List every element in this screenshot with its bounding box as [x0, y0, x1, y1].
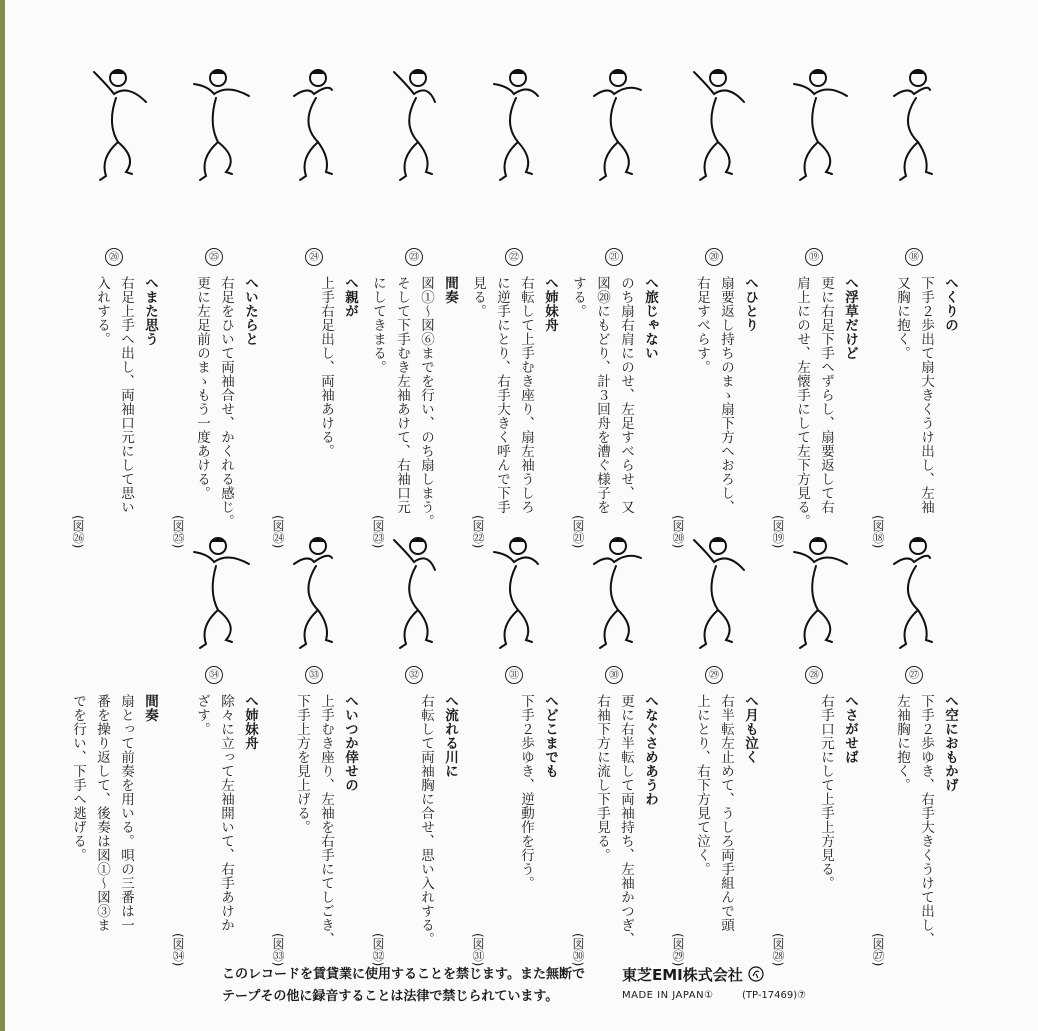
figure-number: ㉞	[205, 666, 223, 684]
figure-number: ㉝	[305, 666, 323, 684]
lyric-cue: 間奏	[442, 276, 458, 304]
footer	[222, 964, 822, 1014]
dance-figures-row-2	[84, 526, 964, 666]
instruction-text	[166, 694, 262, 962]
figure-number: ⑲	[805, 248, 823, 266]
figure-reference: (図㉑)	[571, 514, 585, 548]
figure-number: ㉚	[605, 666, 623, 684]
instruction-line: のち扇右肩にのせ、左足すべらせ、又	[618, 276, 634, 514]
lyric-cue: へさがせば	[842, 694, 858, 764]
figure-25-icon	[194, 70, 249, 180]
instruction-text	[866, 694, 962, 962]
figure-21-icon	[594, 70, 641, 180]
figure-28-icon	[794, 538, 847, 648]
instruction-text	[766, 276, 862, 544]
figure-number: ㉓	[405, 248, 423, 266]
figure-number: ㉛	[505, 666, 523, 684]
instruction-column	[766, 248, 862, 548]
figure-19-icon	[794, 70, 847, 180]
instruction-line: 見る。	[470, 276, 486, 318]
instruction-column	[366, 248, 462, 548]
instruction-column	[566, 666, 662, 966]
figure-number: ㉕	[205, 248, 223, 266]
figure-reference: (図㉜)	[371, 932, 385, 966]
instruction-line: 図①～図⑥までを行い、のち扇しまう。	[418, 276, 434, 528]
notice-line-2: テープその他に録音することは法律で禁じられています。	[222, 989, 559, 1004]
instruction-line: 更に右半転して両袖持ち、左袖かつぎ、	[618, 694, 634, 946]
figure-27-icon	[894, 538, 932, 648]
lyric-cue: へひとり	[742, 276, 758, 332]
instruction-column	[866, 666, 962, 966]
figure-reference: (図㉚)	[571, 932, 585, 966]
figure-26-icon	[94, 70, 146, 180]
figure-33-icon	[294, 538, 332, 648]
instruction-line: 又胸に抱く。	[894, 276, 910, 360]
instruction-line: 扇要返し持ちのまゝ扇下方へおろし、	[718, 276, 734, 514]
instruction-column	[466, 666, 562, 966]
instruction-text	[266, 276, 362, 544]
made-in-japan: MADE IN JAPAN①	[622, 990, 714, 1001]
instruction-line: 上にとり、右下方見て泣く。	[694, 694, 710, 876]
instruction-column	[166, 248, 262, 548]
figure-18-icon	[894, 70, 932, 180]
figure-number: ㉖	[105, 248, 123, 266]
figure-number: ⑱	[905, 248, 923, 266]
instruction-line: 図⑳にもどり、計３回舟を漕ぐ様子を	[594, 276, 610, 514]
figure-reference: (図㉗)	[871, 932, 885, 966]
instruction-line: 右足をひいて両袖合せ、かくれる感じ。	[218, 276, 234, 528]
instruction-line: 更に右足下手へずらし、扇要返して右	[818, 276, 834, 514]
green-edge-strip	[0, 0, 5, 1031]
lyric-cue: へ月も泣く	[742, 694, 758, 764]
lyric-cue: へ旅じゃない	[642, 276, 658, 360]
instruction-line: 右転して上手むき座り、扇左袖うしろ	[518, 276, 534, 514]
instruction-column	[66, 666, 162, 966]
instruction-line: 右半転左止めて、うしろ両手組んで頭	[718, 694, 734, 932]
lyric-cue: へなぐさめあうわ	[642, 694, 658, 806]
instruction-column	[266, 248, 362, 548]
instruction-text	[666, 694, 762, 962]
instruction-column	[566, 248, 662, 548]
instruction-text	[466, 276, 562, 544]
instruction-line: 下手２歩出て扇大きくうけ出し、左袖	[918, 276, 934, 514]
record-logo-icon	[748, 966, 764, 982]
instruction-text	[66, 276, 162, 544]
instruction-line: 左袖胸に抱く。	[894, 694, 910, 792]
instruction-line: 入れする。	[94, 276, 110, 346]
lyric-cue: へ空におもかげ	[942, 694, 958, 792]
figure-reference: (図㉘)	[771, 932, 785, 966]
instruction-column	[266, 666, 362, 966]
lyric-cue: へ姉妹舟	[542, 276, 558, 332]
instruction-line: にしてきまる。	[370, 276, 386, 374]
figure-number: ㉜	[405, 666, 423, 684]
figure-reference: (図⑱)	[871, 514, 885, 548]
instruction-line: 肩上にのせ、左懐手にして左下方見る。	[794, 276, 810, 528]
figure-number: ㉙	[705, 666, 723, 684]
figure-32-icon	[394, 538, 435, 648]
instruction-text	[366, 694, 462, 962]
figure-reference: (図㉓)	[371, 514, 385, 548]
lyric-cue: へ浮草だけど	[842, 276, 858, 360]
instruction-line: 右袖下方に流し下手見る。	[594, 694, 610, 862]
instruction-line: 下手上方を見上げる。	[294, 694, 310, 834]
instruction-text	[266, 694, 362, 962]
figure-23-icon	[394, 70, 435, 180]
instruction-line: 下手２歩ゆき、右手大きくうけて出し、	[918, 694, 934, 946]
instruction-line: 更に左足前のまゝもう一度あける。	[194, 276, 210, 500]
instruction-text	[766, 694, 862, 962]
figure-30-icon	[594, 538, 641, 648]
figure-reference: (図㉔)	[271, 514, 285, 548]
figure-number: ㉗	[905, 666, 923, 684]
figure-31-icon	[494, 538, 538, 648]
lyric-cue: へまた思う	[142, 276, 158, 346]
instruction-line: に逆手にとり、右手大きく呼んで下手	[494, 276, 510, 514]
figure-number: ⑳	[705, 248, 723, 266]
copyright-notice	[222, 964, 602, 1008]
instruction-column	[366, 666, 462, 966]
instruction-line: 扇とって前奏を用いる。唄の三番は一	[118, 694, 134, 932]
figure-reference: (図㉝)	[271, 932, 285, 966]
figure-24-icon	[294, 70, 332, 180]
instruction-column	[166, 666, 262, 966]
figure-reference: (図㉒)	[471, 514, 485, 548]
figure-22-icon	[494, 70, 538, 180]
dance-figures-row-1	[84, 58, 964, 198]
instruction-line: 上手右足出し、両袖あける。	[318, 276, 334, 458]
instruction-column	[666, 248, 762, 548]
catalog-number: (TP-17469)⑦	[742, 990, 807, 1001]
lyric-cue: へ流れる川に	[442, 694, 458, 778]
lyric-cue: へいたらと	[242, 276, 258, 346]
figure-34-icon	[194, 538, 249, 648]
instruction-line: 除々に立って左袖開いて、右手あけか	[218, 694, 234, 932]
instruction-line: 右転して両袖胸に合せ、思い入れする。	[418, 694, 434, 946]
figure-reference: (図㉞)	[171, 932, 185, 966]
figure-number: ㉔	[305, 248, 323, 266]
figure-reference: (図⑲)	[771, 514, 785, 548]
instruction-line: 右足すべらす。	[694, 276, 710, 374]
instruction-line: ざす。	[194, 694, 210, 736]
figure-reference: (図㉕)	[171, 514, 185, 548]
notice-line-1: このレコードを賃貸業に使用することを禁じます。また無断で	[222, 967, 585, 982]
instruction-column	[466, 248, 562, 548]
lyric-cue: へどこまでも	[542, 694, 558, 778]
instruction-text	[566, 276, 662, 544]
instruction-column	[766, 666, 862, 966]
instruction-line: そして下手むき左袖あけて、右袖口元	[394, 276, 410, 514]
figure-reference: (図⑳)	[671, 514, 685, 548]
instruction-text	[66, 694, 162, 962]
instruction-line: 下手２歩ゆき、逆動作を行う。	[518, 694, 534, 890]
lyric-cue: へ姉妹舟	[242, 694, 258, 750]
lyric-cue: へいつか倖せの	[342, 694, 358, 792]
instruction-line: 上手むき座り、左袖を右手にてしごき、	[318, 694, 334, 946]
figure-number: ㉘	[805, 666, 823, 684]
instruction-line: 右足上手へ出し、両袖口元にして思い	[118, 276, 134, 514]
figure-reference: (図㉛)	[471, 932, 485, 966]
instruction-column	[666, 666, 762, 966]
figure-number: ㉒	[505, 248, 523, 266]
instruction-text	[366, 276, 462, 544]
instruction-line: 番を操り返して、後奏は図①～図③ま	[94, 694, 110, 932]
instruction-line: でを行い、下手へ逃げる。	[70, 694, 86, 862]
instruction-column	[66, 248, 162, 548]
instruction-text	[566, 694, 662, 962]
instruction-text	[466, 694, 562, 962]
instruction-text	[666, 276, 762, 544]
instruction-line: する。	[570, 276, 586, 318]
instruction-column	[866, 248, 962, 548]
lyric-cue: へ親が	[342, 276, 358, 318]
company-name: 東芝EMI株式会社	[622, 964, 764, 985]
figure-number: ㉑	[605, 248, 623, 266]
lyric-cue: へくりの	[942, 276, 958, 332]
instruction-text	[166, 276, 262, 544]
figure-reference: (図㉙)	[671, 932, 685, 966]
figure-20-icon	[694, 70, 744, 180]
lyric-cue: 間奏	[142, 694, 158, 722]
figure-reference: (図㉖)	[71, 514, 85, 548]
instruction-text	[866, 276, 962, 544]
figure-29-icon	[694, 538, 744, 648]
instruction-line: 右手口元にして上手上方見る。	[818, 694, 834, 890]
